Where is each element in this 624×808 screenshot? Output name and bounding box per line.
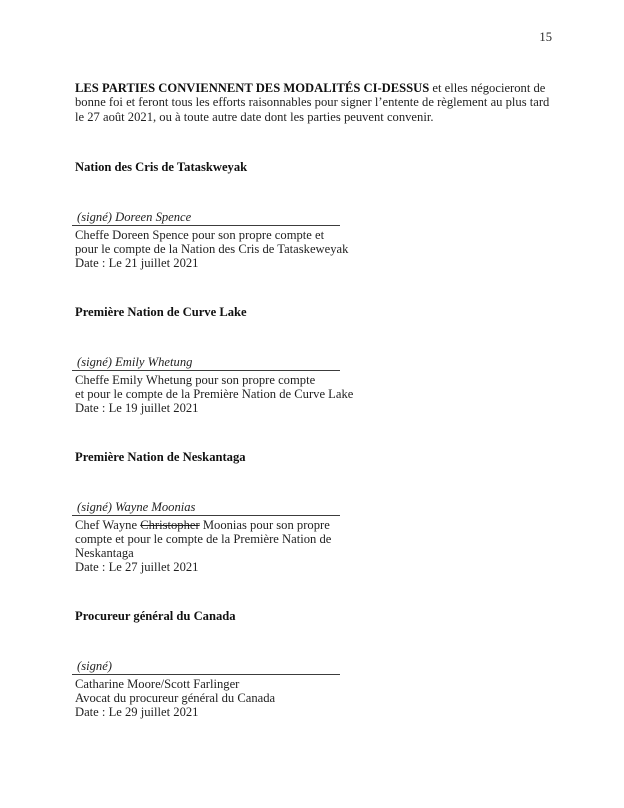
signature-block-tataskweyak bbox=[75, 160, 560, 270]
signature-line bbox=[72, 355, 340, 371]
signature-line bbox=[72, 210, 340, 226]
party-name: Première Nation de Curve Lake bbox=[75, 305, 247, 319]
signature-text: (signé) Wayne Moonias bbox=[77, 500, 196, 514]
signature-text: (signé) Doreen Spence bbox=[77, 210, 192, 224]
struck-through-name: Christopher bbox=[140, 518, 200, 532]
attestation-line: pour le compte de la Nation des Cris de Tataskeweyak bbox=[75, 242, 349, 256]
date-line: Date : Le 21 juillet 2021 bbox=[75, 256, 199, 270]
intro-body-text: et elles négocieront de bonne foi et feront tous les efforts raisonnables pour signer l’entente de règlement au plus tard le 27 août 2021, ou à toute autre date dont les parties peuvent convenir. bbox=[75, 80, 550, 124]
date-line: Date : Le 27 juillet 2021 bbox=[75, 560, 199, 574]
intro-paragraph bbox=[75, 81, 560, 125]
signature-line bbox=[72, 500, 340, 516]
attestation bbox=[75, 518, 560, 574]
date-line: Date : Le 29 juillet 2021 bbox=[75, 705, 199, 719]
signature-line bbox=[72, 659, 340, 675]
attestation-line: Cheffe Emily Whetung pour son propre compte bbox=[75, 373, 316, 387]
date-line: Date : Le 19 juillet 2021 bbox=[75, 401, 199, 415]
signature-text: (signé) Emily Whetung bbox=[77, 355, 193, 369]
attestation-line: compte et pour le compte de la Première Nation de bbox=[75, 532, 332, 546]
page-number: 15 bbox=[539, 30, 552, 44]
attestation-line: Avocat du procureur général du Canada bbox=[75, 691, 276, 705]
party-name: Nation des Cris de Tataskweyak bbox=[75, 160, 248, 174]
attestation-text-pre: Chef Wayne bbox=[75, 518, 141, 532]
attestation-line: et pour le compte de la Première Nation de Curve Lake bbox=[75, 387, 354, 401]
attestation bbox=[75, 677, 560, 719]
attestation-text-post: Moonias pour son propre bbox=[199, 518, 330, 532]
signature-block-attorney-general bbox=[75, 609, 560, 719]
attestation-line: Neskantaga bbox=[75, 546, 134, 560]
signature-block-curve-lake bbox=[75, 305, 560, 415]
signature-text: (signé) bbox=[77, 659, 112, 673]
party-name: Procureur général du Canada bbox=[75, 609, 236, 623]
attestation-line: Catharine Moore/Scott Farlinger bbox=[75, 677, 240, 691]
attestation bbox=[75, 373, 560, 415]
party-name: Première Nation de Neskantaga bbox=[75, 450, 246, 464]
signature-block-neskantaga bbox=[75, 450, 560, 574]
intro-bold-lead: LES PARTIES CONVIENNENT DES MODALITÉS CI-DESSUS bbox=[75, 80, 430, 95]
attestation-line: Cheffe Doreen Spence pour son propre compte et bbox=[75, 228, 325, 242]
attestation-line-with-strikethrough bbox=[75, 518, 560, 532]
attestation bbox=[75, 228, 560, 270]
